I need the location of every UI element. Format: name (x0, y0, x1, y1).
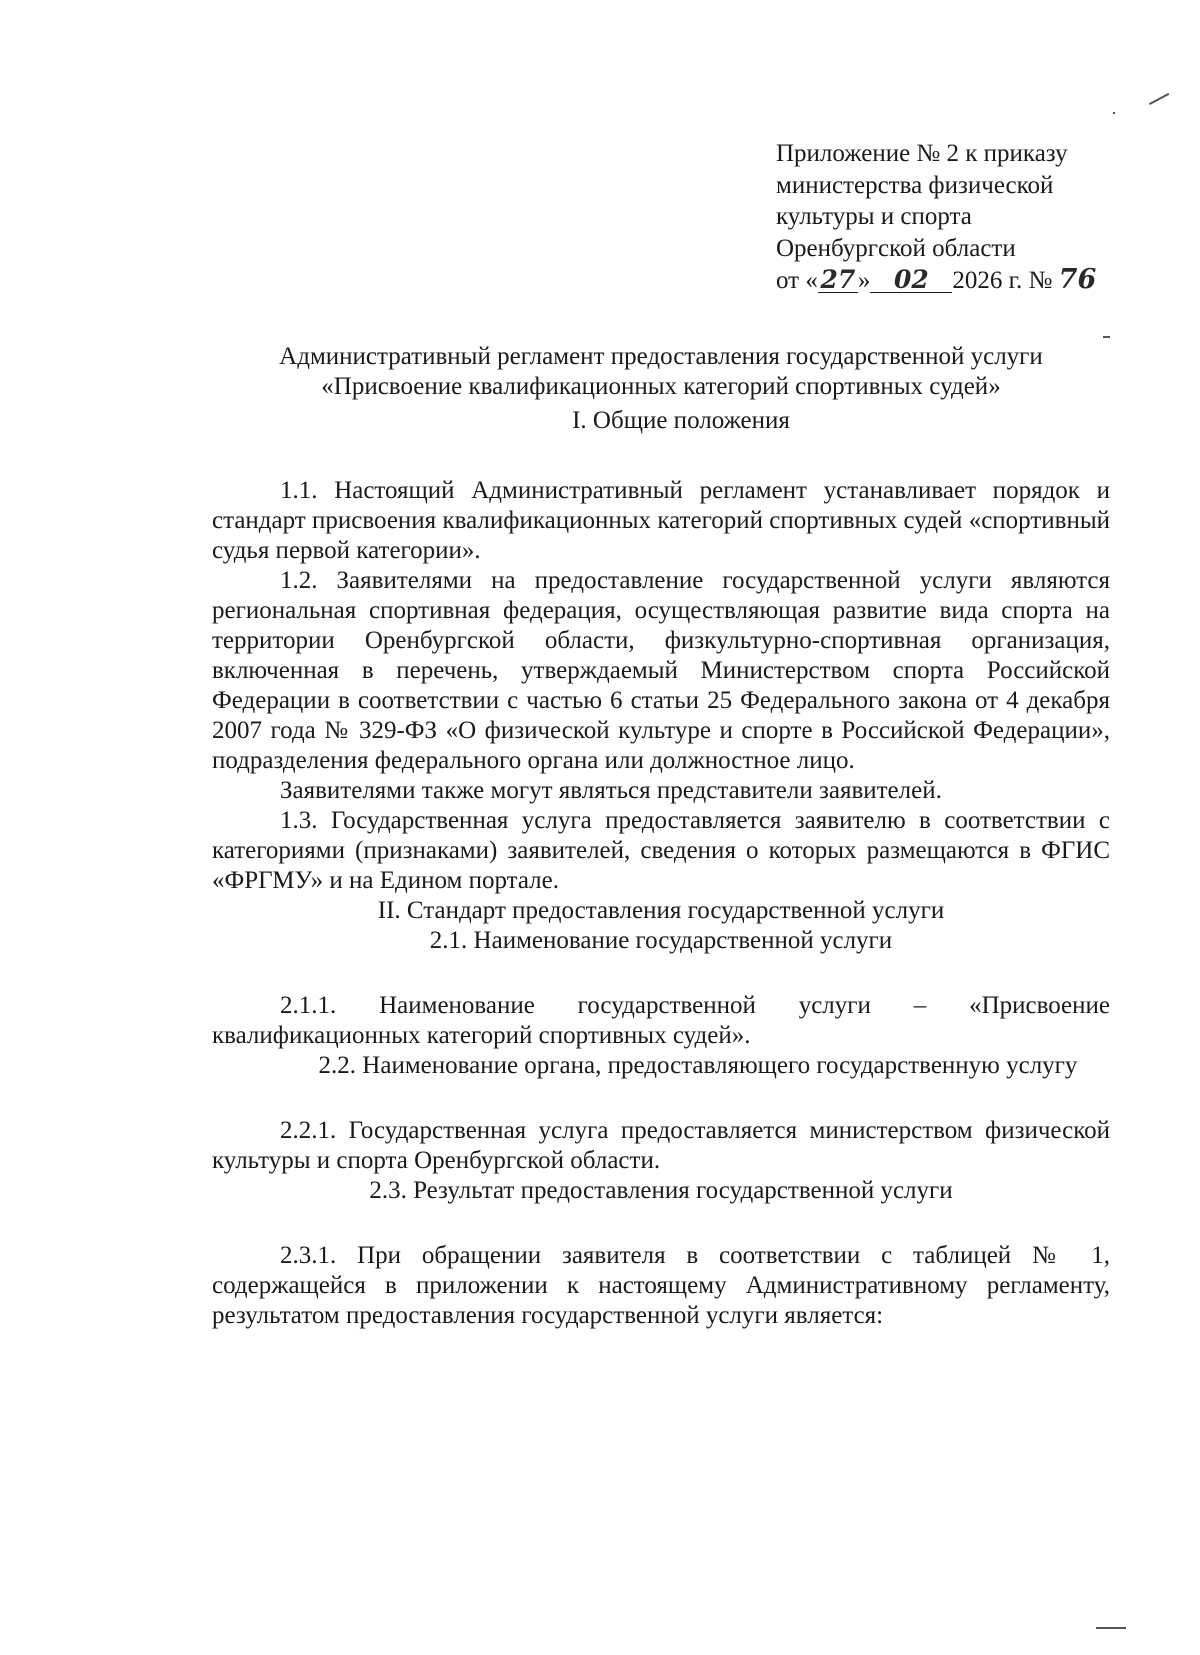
appendix-line-2: министерства физической (776, 171, 1054, 199)
handwritten-day: 27 (818, 267, 858, 293)
handwritten-order-number: 76 (1058, 264, 1097, 295)
scan-mark-top-right (1149, 93, 1169, 105)
appendix-line-1: Приложение № 2 к приказу (776, 140, 1068, 167)
appendix-date-line (776, 264, 1156, 297)
paragraph-2-2-1: 2.2.1. Государственная услуга предоставляется министерством физической культуры и спорта Оренбургской области. (212, 1117, 1110, 1174)
paragraph-1-3: 1.3. Государственная услуга предоставляется заявителю в соответствии с категориями (признаками) заявителей, сведения о которых размещаются в ФГИС «ФРГМУ» и на Едином портале. (212, 807, 1110, 894)
section-1-heading: I. Общие положения (572, 407, 790, 434)
appendix-line-3: культуры и спорта (776, 203, 972, 230)
date-mid: » (857, 267, 871, 294)
paragraph-1-2: 1.2. Заявителями на предоставление государственной услуги являются региональная спортивная федерация, осуществляющая развитие вида спорта на территории Оренбургской области, физкультурно-спортивная организация, включенная в перечень, утверждаемый Министерством спорта Российской Федерации в соответствии с частью 6 статьи 25 Федерального закона от 4 декабря 2007 года № 329-ФЗ «О физической культуре и спорте в Российской Федерации», подразделения федерального органа или должностное лицо. (212, 567, 1110, 774)
paragraph-1-2-representatives: Заявителями также могут являться представители заявителей. (280, 777, 942, 804)
appendix-header (776, 138, 1156, 297)
document-title-line-2: «Присвоение квалификационных категорий спортивных судей» (321, 373, 1001, 400)
date-year-number: 2026 г. № (952, 267, 1053, 294)
subsection-2-2-heading: 2.2. Наименование органа, предоставляющего государственную услугу (318, 1052, 1078, 1079)
subsection-2-1-heading: 2.1. Наименование государственной услуги (429, 927, 893, 954)
section-2-heading: II. Стандарт предоставления государственной услуги (377, 897, 945, 924)
scan-mark-dot (1113, 112, 1115, 114)
subsection-2-3-heading: 2.3. Результат предоставления государственной услуги (369, 1177, 953, 1204)
scan-mark-bottom (1096, 1627, 1126, 1629)
document-title-line-1: Административный регламент предоставления государственной услуги (279, 343, 1043, 370)
scan-mark-dash (1103, 336, 1110, 338)
handwritten-month: 02 (870, 267, 952, 293)
paragraph-2-1-1: 2.1.1. Наименование государственной услуги – «Присвоение квалификационных категорий спортивных судей». (212, 992, 1110, 1049)
paragraph-1-1: 1.1. Настоящий Административный регламент устанавливает порядок и стандарт присвоения квалификационных категорий спортивных судей «спортивный судья первой категории». (212, 477, 1110, 564)
document-body (212, 342, 1110, 1331)
paragraph-2-3-1: 2.3.1. При обращении заявителя в соответствии с таблицей № 1, содержащейся в приложении к настоящему Административному регламенту, результатом предоставления государственной услуги является: (212, 1242, 1110, 1329)
date-prefix: от « (776, 267, 818, 294)
appendix-line-4: Оренбургской области (776, 234, 1016, 262)
